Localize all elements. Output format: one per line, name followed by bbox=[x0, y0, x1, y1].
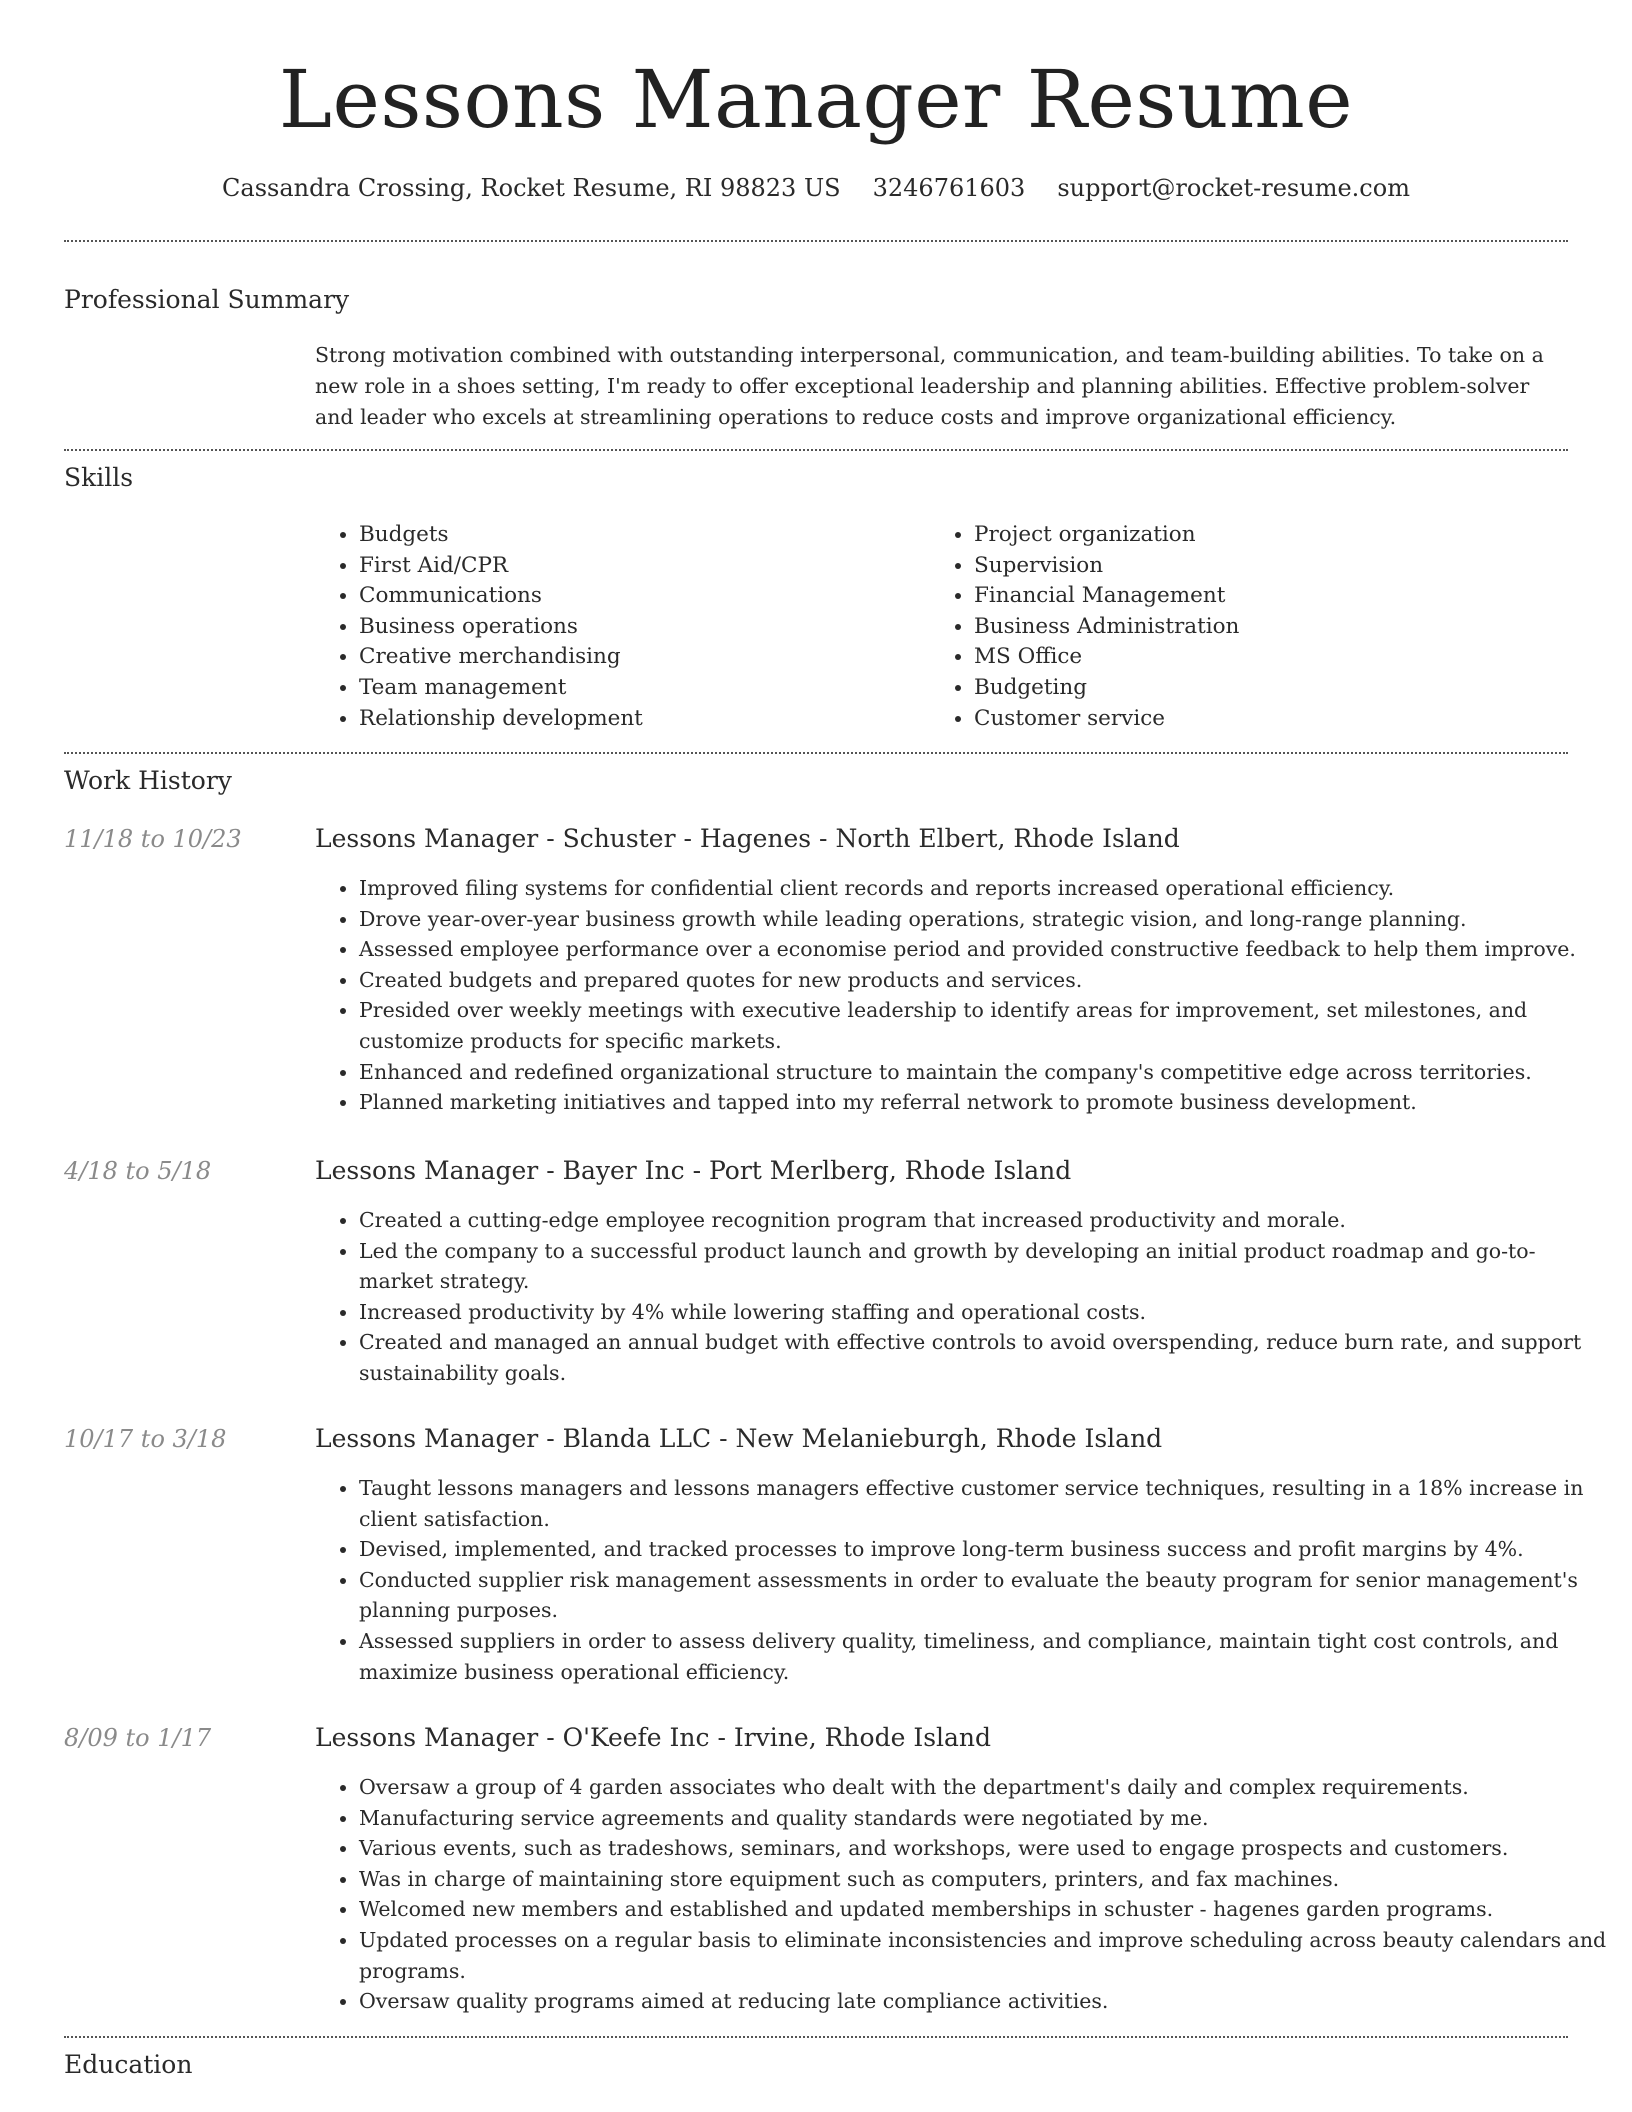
skills-list-right bbox=[930, 520, 1574, 734]
contact-address: Cassandra Crossing, Rocket Resume, RI 98823 US bbox=[222, 174, 841, 202]
skill-item: • Customer service bbox=[974, 704, 1574, 735]
divider bbox=[64, 752, 1568, 754]
job-bullet: • Planned marketing initiatives and tapped into my referral network to promote business development. bbox=[359, 1087, 1609, 1118]
job-bullets bbox=[315, 1205, 1609, 1389]
job-bullet: • Assessed suppliers in order to assess delivery quality, timeliness, and compliance, maintain tight cost controls, and maximize business operational efficiency. bbox=[359, 1626, 1609, 1687]
job-bullet: • Was in charge of maintaining store equipment such as computers, printers, and fax machines. bbox=[359, 1864, 1609, 1895]
job-dates: 4/18 to 5/18 bbox=[64, 1157, 212, 1185]
divider bbox=[64, 449, 1568, 451]
skill-item: • Project organization bbox=[974, 520, 1574, 551]
skill-item: • Communications bbox=[359, 581, 919, 612]
job-dates: 11/18 to 10/23 bbox=[64, 825, 242, 853]
job-bullet: • Manufacturing service agreements and quality standards were negotiated by me. bbox=[359, 1803, 1609, 1834]
job-bullet: • Improved filing systems for confidential client records and reports increased operational efficiency. bbox=[359, 873, 1609, 904]
skill-item: • Creative merchandising bbox=[359, 642, 919, 673]
skill-item: • Budgets bbox=[359, 520, 919, 551]
job-title: Lessons Manager - Blanda LLC - New Melanieburgh, Rhode Island bbox=[315, 1424, 1163, 1453]
skill-item: • Team management bbox=[359, 673, 919, 704]
skill-item: • Budgeting bbox=[974, 673, 1574, 704]
skill-item: • Supervision bbox=[974, 551, 1574, 582]
job-bullet: • Enhanced and redefined organizational structure to maintain the company's competitive edge across territories. bbox=[359, 1057, 1609, 1088]
skill-item: • Business operations bbox=[359, 612, 919, 643]
skills-list-left bbox=[315, 520, 919, 734]
job-bullet: • Created a cutting-edge employee recognition program that increased productivity and morale. bbox=[359, 1205, 1609, 1236]
job-dates: 8/09 to 1/17 bbox=[64, 1724, 212, 1752]
job-title: Lessons Manager - O'Keefe Inc - Irvine, Rhode Island bbox=[315, 1723, 992, 1752]
job-bullet: • Oversaw quality programs aimed at reducing late compliance activities. bbox=[359, 1986, 1609, 2017]
job-bullets bbox=[315, 1772, 1609, 2017]
contact-phone: 3246761603 bbox=[872, 174, 1026, 202]
job-bullet: • Increased productivity by 4% while lowering staffing and operational costs. bbox=[359, 1297, 1609, 1328]
job-dates: 10/17 to 3/18 bbox=[64, 1425, 227, 1453]
work-heading: Work History bbox=[64, 766, 232, 795]
skill-item: • Financial Management bbox=[974, 581, 1574, 612]
job-bullet: • Various events, such as tradeshows, seminars, and workshops, were used to engage prospects and customers. bbox=[359, 1833, 1609, 1864]
contact-email: support@rocket-resume.com bbox=[1057, 174, 1410, 202]
skill-item: • First Aid/CPR bbox=[359, 551, 919, 582]
job-title: Lessons Manager - Schuster - Hagenes - North Elbert, Rhode Island bbox=[315, 824, 1180, 853]
summary-heading: Professional Summary bbox=[64, 285, 350, 314]
skill-item: • Business Administration bbox=[974, 612, 1574, 643]
skill-item: • Relationship development bbox=[359, 704, 919, 735]
job-bullet: • Conducted supplier risk management assessments in order to evaluate the beauty program for senior management's planning purposes. bbox=[359, 1565, 1609, 1626]
job-bullet: • Welcomed new members and established and updated memberships in schuster - hagenes garden programs. bbox=[359, 1894, 1609, 1925]
job-bullet: • Updated processes on a regular basis to eliminate inconsistencies and improve scheduling across beauty calendars and programs. bbox=[359, 1925, 1609, 1986]
skill-item: • MS Office bbox=[974, 642, 1574, 673]
job-title: Lessons Manager - Bayer Inc - Port Merlberg, Rhode Island bbox=[315, 1156, 1072, 1185]
job-bullets bbox=[315, 1473, 1609, 1687]
resume-title: Lessons Manager Resume bbox=[278, 53, 1354, 146]
job-bullet: • Created and managed an annual budget with effective controls to avoid overspending, reduce burn rate, and support sustainability goals. bbox=[359, 1327, 1609, 1388]
job-bullet: • Drove year-over-year business growth while leading operations, strategic vision, and long-range planning. bbox=[359, 904, 1609, 935]
education-heading: Education bbox=[64, 2050, 193, 2079]
contact-line bbox=[0, 170, 1632, 206]
summary-text: Strong motivation combined with outstanding interpersonal, communication, and team-building abilities. To take on a new role in a shoes setting, I'm ready to offer exceptional leadership and planning abilities. Effective problem-solver and leader who excels at streamlining operations to reduce costs and improve organizational efficiency. bbox=[315, 343, 1544, 429]
job-bullets bbox=[315, 873, 1609, 1118]
job-bullet: • Created budgets and prepared quotes for new products and services. bbox=[359, 965, 1609, 996]
job-bullet: • Oversaw a group of 4 garden associates who dealt with the department's daily and complex requirements. bbox=[359, 1772, 1609, 1803]
job-bullet: • Led the company to a successful product launch and growth by developing an initial product roadmap and go-to-market strategy. bbox=[359, 1236, 1609, 1297]
job-bullet: • Presided over weekly meetings with executive leadership to identify areas for improvement, set milestones, and customize products for specific markets. bbox=[359, 995, 1609, 1056]
job-bullet: • Assessed employee performance over a economise period and provided constructive feedback to help them improve. bbox=[359, 934, 1609, 965]
job-bullet: • Taught lessons managers and lessons managers effective customer service techniques, resulting in a 18% increase in client satisfaction. bbox=[359, 1473, 1609, 1534]
job-bullet: • Devised, implemented, and tracked processes to improve long-term business success and profit margins by 4%. bbox=[359, 1534, 1609, 1565]
divider bbox=[64, 240, 1568, 242]
skills-heading: Skills bbox=[64, 463, 134, 492]
divider bbox=[64, 2036, 1568, 2038]
